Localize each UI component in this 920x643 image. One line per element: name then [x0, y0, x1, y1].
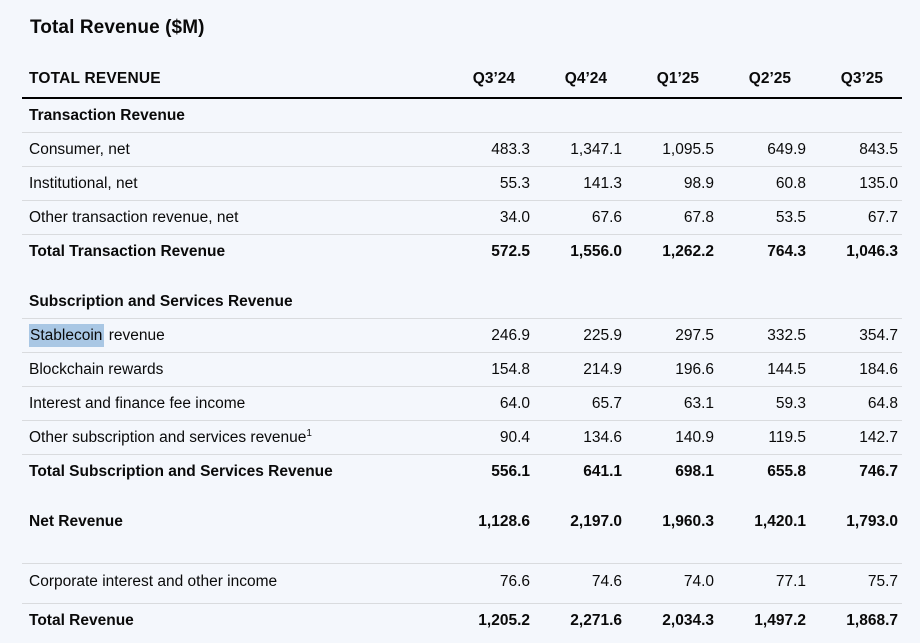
header-total-revenue: TOTAL REVENUE — [22, 69, 442, 98]
cell-value: 74.0 — [626, 564, 718, 604]
cell-value: 64.8 — [810, 387, 902, 421]
section-transaction-revenue — [22, 98, 902, 133]
row-blockchain-rewards — [22, 353, 902, 387]
spacer-cell — [22, 538, 902, 564]
cell-value: 76.6 — [442, 564, 534, 604]
cell-value: 214.9 — [534, 353, 626, 387]
row-consumer-net — [22, 133, 902, 167]
cell-value: 75.7 — [810, 564, 902, 604]
cell-value: 67.7 — [810, 201, 902, 235]
row-label: Subscription and Services Revenue — [22, 285, 442, 319]
cell-value: 297.5 — [626, 319, 718, 353]
cell-value: 225.9 — [534, 319, 626, 353]
row-label: Consumer, net — [22, 133, 442, 167]
cell-value: 1,420.1 — [754, 513, 806, 530]
row-label: Total Revenue — [29, 612, 134, 629]
cell-value: 98.9 — [626, 167, 718, 201]
row-total-transaction-revenue — [22, 235, 902, 269]
cell-value: 483.3 — [442, 133, 534, 167]
spacer-cell — [22, 268, 902, 285]
cell-value — [718, 98, 810, 133]
cell-value: 90.4 — [442, 421, 534, 455]
cell-value — [442, 98, 534, 133]
header-q4-24: Q4’24 — [534, 69, 626, 98]
cell-value: 556.1 — [491, 463, 530, 480]
row-label: Total Subscription and Services Revenue — [29, 463, 333, 480]
text-selection-highlight[interactable]: Stablecoin — [29, 324, 104, 347]
cell-value: 74.6 — [534, 564, 626, 604]
row-label: Total Transaction Revenue — [29, 243, 226, 260]
cell-value: 1,046.3 — [846, 243, 898, 260]
cell-value — [626, 98, 718, 133]
cell-value: 1,095.5 — [626, 133, 718, 167]
row-label: Transaction Revenue — [22, 98, 442, 133]
cell-value: 641.1 — [583, 463, 622, 480]
row-label: Corporate interest and other income — [22, 564, 442, 604]
row-net-revenue — [22, 505, 902, 538]
cell-value: 746.7 — [859, 463, 898, 480]
cell-value: 135.0 — [810, 167, 902, 201]
cell-value: 354.7 — [810, 319, 902, 353]
section-subscription-services-revenue — [22, 285, 902, 319]
cell-value — [626, 285, 718, 319]
cell-value: 843.5 — [810, 133, 902, 167]
row-corporate-interest-other-income — [22, 564, 902, 604]
spacer-row — [22, 488, 902, 505]
cell-value: 64.0 — [442, 387, 534, 421]
cell-value — [810, 285, 902, 319]
cell-value: 246.9 — [442, 319, 534, 353]
cell-value — [534, 285, 626, 319]
row-label: Net Revenue — [29, 513, 123, 530]
cell-value: 67.6 — [534, 201, 626, 235]
revenue-table — [22, 69, 902, 637]
cell-value: 154.8 — [442, 353, 534, 387]
cell-value: 649.9 — [718, 133, 810, 167]
cell-value: 65.7 — [534, 387, 626, 421]
row-other-transaction-revenue — [22, 201, 902, 235]
row-label: Interest and finance fee income — [22, 387, 442, 421]
footnote-marker: 1 — [306, 427, 312, 439]
cell-value: 698.1 — [675, 463, 714, 480]
cell-value: 140.9 — [626, 421, 718, 455]
cell-value: 1,793.0 — [846, 513, 898, 530]
spacer-cell — [22, 488, 902, 505]
cell-value: 60.8 — [718, 167, 810, 201]
header-q3-25: Q3’25 — [810, 69, 902, 98]
cell-value: 77.1 — [718, 564, 810, 604]
header-q2-25: Q2’25 — [718, 69, 810, 98]
cell-value: 34.0 — [442, 201, 534, 235]
cell-value — [534, 98, 626, 133]
row-label: Other transaction revenue, net — [22, 201, 442, 235]
cell-value: 2,197.0 — [570, 513, 622, 530]
row-total-revenue — [22, 604, 902, 638]
cell-value: 196.6 — [626, 353, 718, 387]
row-institutional-net — [22, 167, 902, 201]
cell-value: 59.3 — [718, 387, 810, 421]
cell-value: 55.3 — [442, 167, 534, 201]
cell-value: 119.5 — [718, 421, 810, 455]
cell-value: 332.5 — [718, 319, 810, 353]
row-stablecoin-revenue — [22, 319, 902, 353]
row-label: Institutional, net — [22, 167, 442, 201]
row-other-subscription-services-revenue — [22, 421, 902, 455]
cell-value — [810, 98, 902, 133]
cell-value: 2,271.6 — [570, 612, 622, 629]
row-label: Blockchain rewards — [22, 353, 442, 387]
cell-value — [442, 285, 534, 319]
cell-value: 67.8 — [626, 201, 718, 235]
cell-value: 134.6 — [534, 421, 626, 455]
cell-value: 142.7 — [810, 421, 902, 455]
cell-value: 1,347.1 — [534, 133, 626, 167]
cell-value: 764.3 — [767, 243, 806, 260]
cell-value: 1,497.2 — [754, 612, 806, 629]
cell-value: 141.3 — [534, 167, 626, 201]
cell-value: 1,128.6 — [478, 513, 530, 530]
header-q1-25: Q1’25 — [626, 69, 718, 98]
row-total-subscription-services-revenue — [22, 455, 902, 489]
cell-value — [718, 285, 810, 319]
header-row — [22, 69, 902, 98]
cell-value: 144.5 — [718, 353, 810, 387]
row-interest-finance-fee-income — [22, 387, 902, 421]
cell-value: 53.5 — [718, 201, 810, 235]
cell-value: 1,868.7 — [846, 612, 898, 629]
page-title: Total Revenue ($M) — [30, 17, 205, 38]
row-label: Stablecoin revenue — [22, 319, 442, 353]
table-body — [22, 98, 902, 637]
cell-value: 2,034.3 — [662, 612, 714, 629]
cell-value: 1,205.2 — [478, 612, 530, 629]
cell-value: 572.5 — [491, 243, 530, 260]
cell-value: 1,262.2 — [662, 243, 714, 260]
spacer-row — [22, 538, 902, 564]
cell-value: 655.8 — [767, 463, 806, 480]
cell-value: 63.1 — [626, 387, 718, 421]
spacer-row — [22, 268, 902, 285]
row-label: Other subscription and services revenue$^1$ — [22, 421, 442, 455]
cell-value: 1,960.3 — [662, 513, 714, 530]
cell-value: 184.6 — [810, 353, 902, 387]
cell-value: 1,556.0 — [570, 243, 622, 260]
header-q3-24: Q3’24 — [442, 69, 534, 98]
